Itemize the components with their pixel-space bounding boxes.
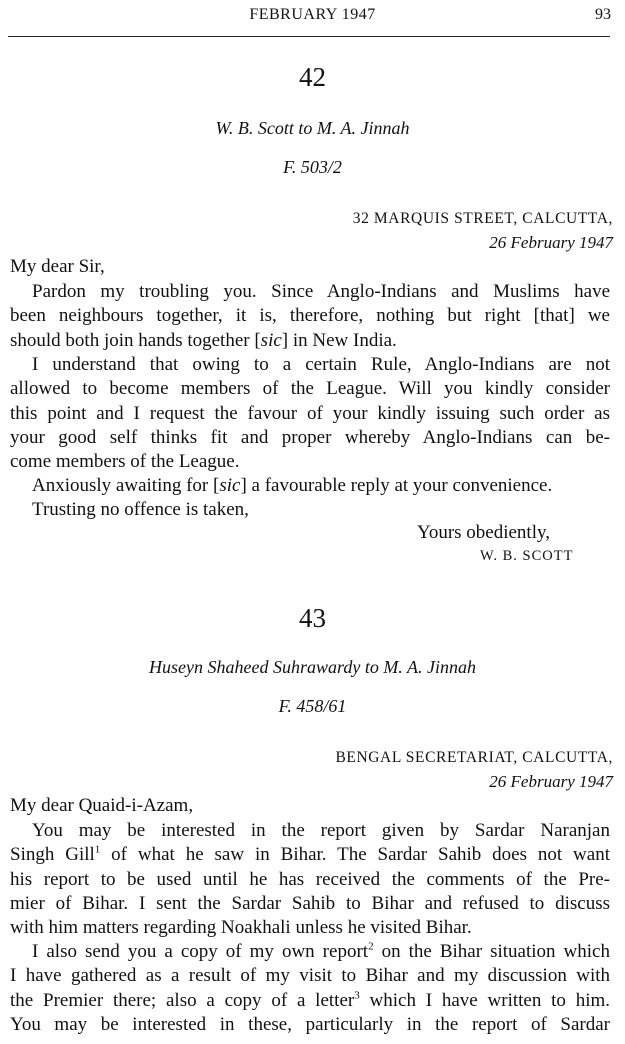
- closing: Yours obediently,: [417, 522, 551, 543]
- text-line: been neighbours together, it is, therefore, nothing but right [that] we: [10, 305, 610, 327]
- text-line: Trusting no offence is taken,: [32, 499, 249, 520]
- text-line: I have gathered as a result of my visit to Bihar and my discussion with: [10, 965, 610, 987]
- text-line: I also send you a copy of my own report$^2$ on the Bihar situation which: [32, 940, 610, 962]
- text-line: Singh Gill$^1$ of what he saw in Bihar. The Sardar Sahib does not want: [10, 843, 610, 866]
- footnote-marker: 2: [368, 940, 374, 953]
- letter-paragraph: [10, 498, 610, 522]
- letter-date: 26 February 1947: [489, 233, 613, 252]
- file-reference: F. 503/2: [283, 157, 342, 177]
- letter-date: 26 February 1947: [489, 772, 613, 791]
- document-number: 42: [299, 62, 326, 92]
- text-line: mier of Bihar. I sent the Sardar Sahib to Bihar and refused to discuss: [10, 892, 610, 914]
- text-line: Anxiously awaiting for [sic] a favourable reply at your convenience.: [32, 475, 553, 496]
- file-reference: F. 458/61: [278, 696, 347, 716]
- text-line: his report to be used until he has received the comments of the Pre-: [10, 868, 610, 890]
- text-line: allowed to become members of the League. Will you kindly consider: [10, 378, 610, 400]
- letter-paragraph: [10, 353, 610, 474]
- sender-address: 32 MARQUIS STREET, CALCUTTA,: [352, 210, 613, 227]
- sic-note: sic: [219, 475, 241, 496]
- letter-paragraph: [10, 819, 610, 940]
- letter-paragraph: [10, 474, 610, 498]
- text-line: Pardon my troubling you. Since Anglo-Indians and Muslims have: [32, 281, 610, 302]
- running-head-title: FEBRUARY 1947: [249, 6, 376, 23]
- document-heading: W. B. Scott to M. A. Jinnah: [215, 118, 410, 138]
- text-line: should both join hands together [sic] in New India.: [10, 329, 397, 351]
- page-number: 93: [595, 6, 611, 23]
- document-heading: Huseyn Shaheed Suhrawardy to M. A. Jinnah: [149, 657, 476, 677]
- sic-note: sic: [260, 329, 282, 351]
- letter-paragraph: [10, 940, 610, 1037]
- document-number: 43: [299, 603, 326, 633]
- sender-address-block: [353, 207, 613, 255]
- text-line: with him matters regarding Noakhali unless he visited Bihar.: [10, 917, 472, 939]
- text-line: the Premier there; also a copy of a letter$^3$ which I have written to him.: [10, 989, 611, 1011]
- sender-address-block: [335, 746, 613, 794]
- sender-address: BENGAL SECRETARIAT, CALCUTTA,: [335, 749, 613, 766]
- text-line: your good self thinks fit and proper whereby Anglo-Indians can be-: [10, 426, 610, 448]
- text-line: I understand that owing to a certain Rule, Anglo-Indians are not: [32, 354, 610, 375]
- salutation: My dear Quaid-i-Azam,: [10, 795, 194, 816]
- signature: W. B. SCOTT: [480, 548, 574, 564]
- letter-paragraph: [10, 280, 610, 353]
- text-line: this point and I request the favour of your kindly issuing such order as: [10, 402, 610, 424]
- text-line: You may be interested in these, particularly in the report of Sardar: [10, 1013, 610, 1035]
- salutation: My dear Sir,: [10, 256, 105, 277]
- footnote-marker: 3: [354, 989, 360, 1002]
- text-line: come members of the League.: [10, 451, 240, 473]
- footnote-marker: 1: [94, 843, 101, 856]
- running-head: [0, 0, 625, 36]
- header-rule: [8, 36, 610, 37]
- text-line: You may be interested in the report given by Sardar Naranjan: [32, 820, 610, 841]
